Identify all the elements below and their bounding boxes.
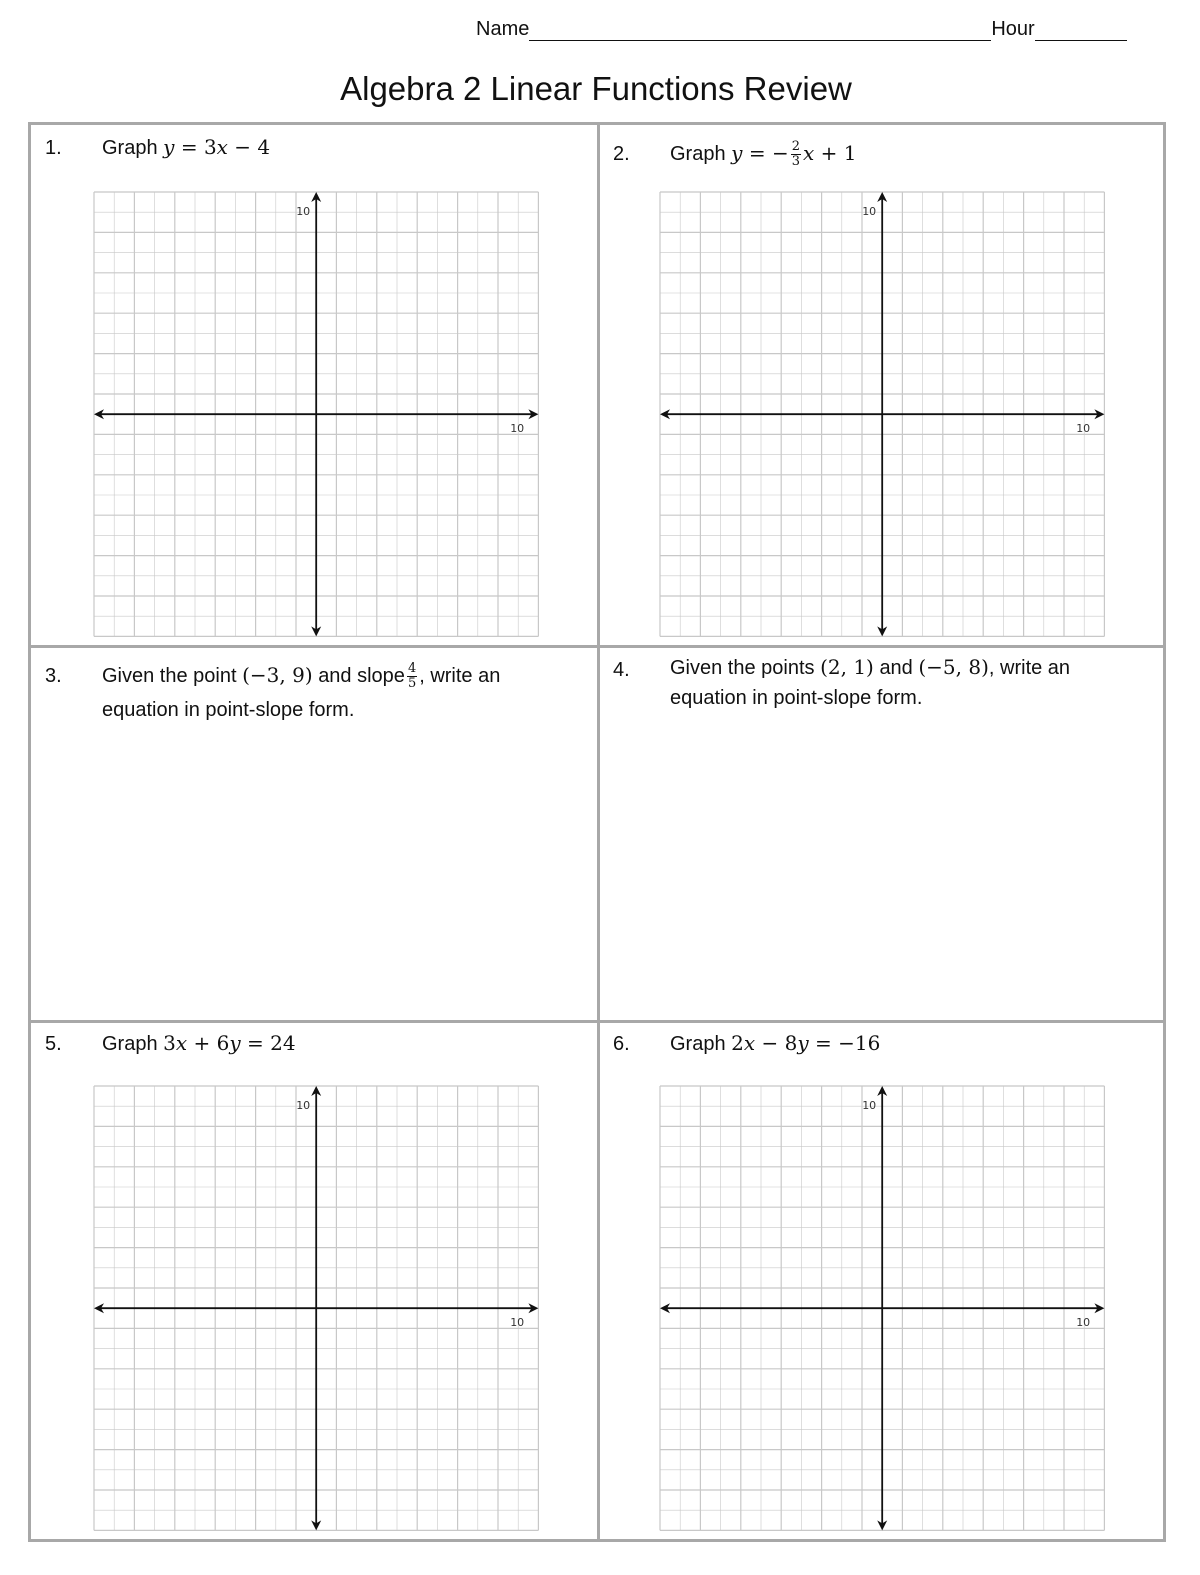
coordinate-plane-2[interactable] (654, 186, 1106, 638)
problem-4-text-b: , write an (988, 657, 1071, 679)
problem-4-text (670, 652, 1160, 713)
problem-3-text-b: , write an (419, 665, 501, 687)
problem-6-number: 6. (613, 1033, 630, 1055)
name-label: Name (476, 18, 530, 40)
page-title: Algebra 2 Linear Functions Review (340, 70, 852, 107)
y-axis-max-label: 10 (296, 205, 311, 218)
problem-3-point: (−3, 9) (242, 663, 313, 687)
problem-3-slope: $\frac{4}{5}$ (407, 661, 417, 692)
problem-3-number: 3. (45, 665, 62, 687)
x-axis-max-label: 10 (1076, 422, 1091, 436)
problem-4-line2: equation in point-slope form. (670, 687, 923, 709)
coordinate-plane-1[interactable] (88, 186, 540, 638)
problem-2-prefix: Graph (670, 143, 726, 165)
row-divider-2 (31, 1020, 1163, 1023)
problem-2-equation: y = − $\frac{2}{3}$ x + 1 (731, 139, 857, 169)
column-divider (597, 125, 600, 1539)
problem-1-equation: y = 3x − 4 (163, 135, 271, 159)
problem-3-line2: equation in point-slope form. (102, 699, 355, 721)
problem-3-text (102, 658, 582, 727)
problem-5-text (102, 1026, 296, 1061)
y-axis-max-label: 10 (862, 205, 877, 218)
problem-6-text (670, 1026, 880, 1061)
hour-blank[interactable] (1035, 20, 1127, 41)
problem-5-equation: 3x + 6y = 24 (163, 1031, 296, 1055)
problem-3-text-a: Given the point (102, 665, 237, 687)
name-hour-header (476, 18, 1127, 41)
problem-1-text (102, 130, 270, 165)
problem-4-point-1: (2, 1) (820, 655, 874, 679)
problem-4-number: 4. (613, 659, 630, 681)
problem-6-equation: 2x − 8y = −16 (731, 1031, 881, 1055)
problem-2-text (670, 136, 856, 171)
x-axis-max-label: 10 (510, 1316, 525, 1330)
problem-5-prefix: Graph (102, 1033, 158, 1055)
name-blank[interactable] (529, 20, 991, 41)
coordinate-plane-5[interactable] (88, 1080, 540, 1532)
y-axis-max-label: 10 (862, 1099, 877, 1112)
row-divider-1 (31, 645, 1163, 648)
problem-2-number: 2. (613, 143, 630, 165)
x-axis-max-label: 10 (1076, 1316, 1091, 1330)
problem-4-point-2: (−5, 8) (918, 655, 989, 679)
coordinate-plane-6[interactable] (654, 1080, 1106, 1532)
problem-4-and: and (879, 657, 913, 679)
x-axis-max-label: 10 (510, 422, 525, 436)
problem-4-text-a: Given the points (670, 657, 815, 679)
y-axis-max-label: 10 (296, 1099, 311, 1112)
hour-label: Hour (991, 18, 1035, 40)
problem-5-number: 5. (45, 1033, 62, 1055)
problem-1-prefix: Graph (102, 137, 158, 159)
problem-1-number: 1. (45, 137, 62, 159)
problem-6-prefix: Graph (670, 1033, 726, 1055)
problem-3-slope-label: and slope (318, 665, 405, 687)
